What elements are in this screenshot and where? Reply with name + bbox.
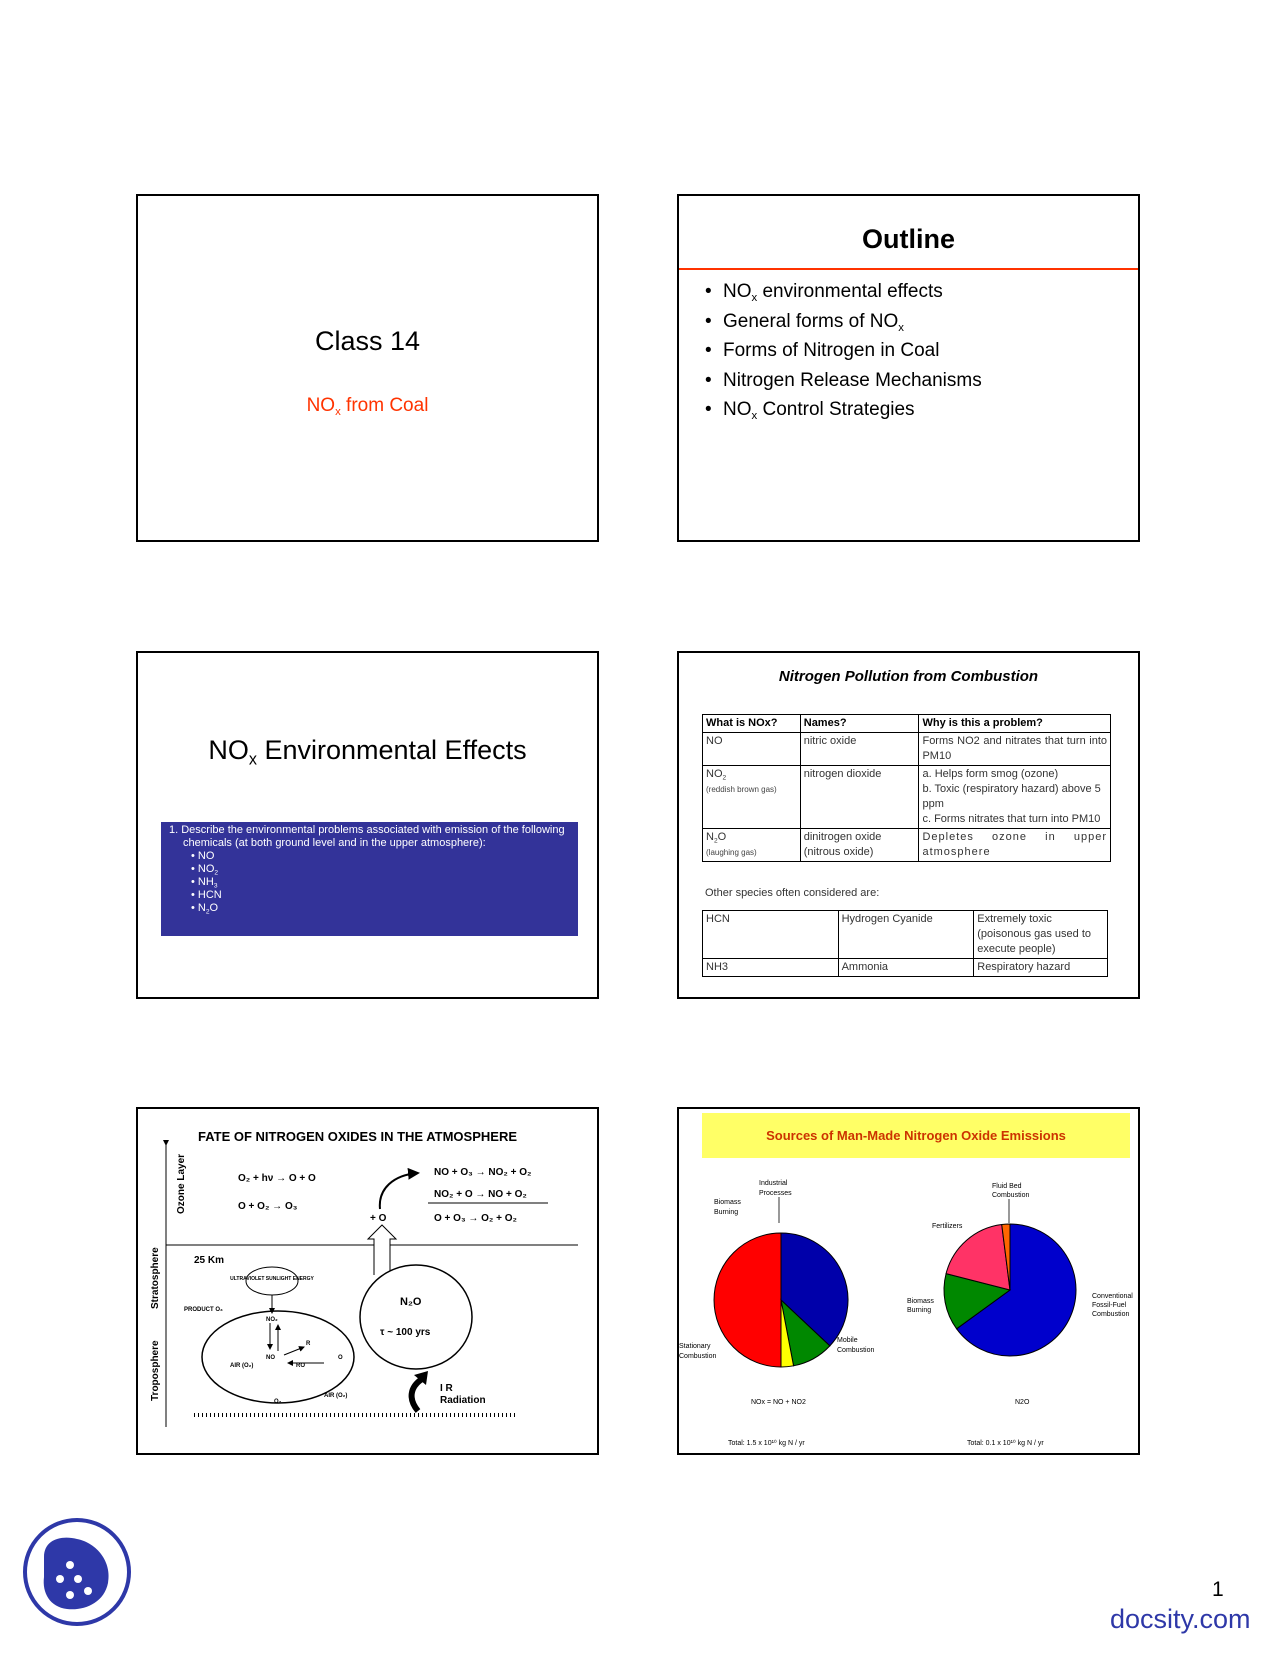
cycle-label: NO₂ bbox=[266, 1317, 278, 1323]
brand-link[interactable]: docsity.com bbox=[1110, 1604, 1251, 1634]
other-species-table bbox=[702, 910, 1108, 977]
slice-label: Fertilizers bbox=[932, 1223, 963, 1230]
slide-title bbox=[136, 194, 599, 542]
slice-label: Industrial bbox=[759, 1180, 788, 1187]
cycle-label: O₂ bbox=[274, 1399, 282, 1405]
slide-heading: $NO_x$ Environmental Effects bbox=[208, 735, 527, 769]
atmosphere-diagram bbox=[138, 1109, 597, 1453]
chemical-item: • $NO_2$ bbox=[191, 863, 570, 876]
radiation-label: Radiation bbox=[440, 1395, 486, 1406]
table-cell: Forms NO2 and nitrates that turn into PM10 bbox=[919, 733, 1111, 766]
reaction: NO₂ + O → NO + O₂ bbox=[434, 1189, 527, 1200]
outline-item: • $NO_x$ Control Strategies bbox=[705, 398, 982, 428]
header-cell: Why is this a problem? bbox=[919, 715, 1111, 733]
slice-label: Combustion bbox=[837, 1347, 875, 1354]
pie-chart-n2o bbox=[944, 1224, 1076, 1356]
sunlight-label: ULTRAVIOLET SUNLIGHT ENERGY bbox=[230, 1276, 314, 1282]
slice-label: Fossil-Fuel bbox=[1092, 1302, 1127, 1309]
table-cell: Depletes ozone in upper atmosphere bbox=[919, 829, 1111, 862]
pie-total: Total: 0.1 x 10¹⁰ kg N / yr bbox=[967, 1440, 1044, 1447]
banner-title: Sources of Man-Made Nitrogen Oxide Emissions bbox=[766, 1128, 1066, 1143]
slice-label: Combustion bbox=[679, 1353, 717, 1360]
slice-label: Mobile bbox=[837, 1337, 858, 1344]
reaction: O₂ + hν → O + O bbox=[238, 1173, 316, 1184]
slice-label: Burning bbox=[714, 1209, 739, 1216]
curved-arrow bbox=[380, 1173, 418, 1209]
n2o-bubble bbox=[360, 1265, 472, 1369]
cycle-arrow bbox=[284, 1347, 304, 1355]
slide-outline bbox=[677, 194, 1140, 542]
pie-slice bbox=[714, 1233, 781, 1367]
table-cell: dinitrogen oxide (nitrous oxide) bbox=[800, 829, 919, 862]
slide-heading: Nitrogen Pollution from Combustion bbox=[778, 668, 1039, 685]
chemical-item: • HCN bbox=[191, 889, 570, 902]
other-species-label: Other species often considered are: bbox=[705, 887, 880, 899]
outline-title: Outline bbox=[862, 224, 955, 254]
question-box bbox=[161, 822, 578, 936]
table-cell: Ammonia bbox=[838, 959, 974, 977]
table-header-row bbox=[703, 715, 1111, 733]
troposphere-label: Troposphere bbox=[150, 1340, 161, 1401]
pie-chart-nox bbox=[714, 1233, 848, 1367]
docsity-logo bbox=[22, 1517, 132, 1627]
pie-total: Total: 1.5 x 10¹⁰ kg N / yr bbox=[728, 1440, 805, 1447]
air-label: AIR (O₂) bbox=[324, 1393, 348, 1399]
slide-environmental-effects bbox=[136, 651, 599, 999]
slice-label: Fluid Bed bbox=[992, 1183, 1022, 1190]
slice-label: Conventional bbox=[1092, 1293, 1133, 1300]
outline-item: • Nitrogen Release Mechanisms bbox=[705, 369, 982, 399]
slide-nitrogen-pollution bbox=[677, 651, 1140, 999]
slide-subtitle: $NO_x$ from Coal bbox=[306, 395, 429, 418]
table-cell: nitric oxide bbox=[800, 733, 919, 766]
slice-label: Combustion bbox=[1092, 1311, 1130, 1318]
outline-item: • General forms of $NO_x$ bbox=[705, 310, 982, 340]
pie-caption: NOx = NO + NO2 bbox=[751, 1399, 806, 1406]
chemical-list bbox=[169, 850, 570, 915]
slice-label: Processes bbox=[759, 1190, 792, 1197]
slice-label: Biomass bbox=[714, 1199, 741, 1206]
table-cell: a. Helps form smog (ozone) b. Toxic (respiratory hazard) above 5 ppm c. Forms nitrates that turn into PM10 bbox=[919, 766, 1111, 829]
lifetime-label: τ ~ 100 yrs bbox=[380, 1327, 431, 1338]
ozone-layer-label: Ozone Layer bbox=[176, 1153, 187, 1214]
pie-caption: N2O bbox=[1015, 1399, 1030, 1406]
table-row bbox=[703, 829, 1111, 862]
slide-emission-sources bbox=[677, 1107, 1140, 1455]
reaction: NO + O₃ → NO₂ + O₂ bbox=[434, 1167, 532, 1178]
nox-table bbox=[702, 714, 1111, 862]
chemical-item: • $N_2O$ bbox=[191, 902, 570, 915]
diagram-title: FATE OF NITROGEN OXIDES IN THE ATMOSPHERE bbox=[198, 1129, 518, 1144]
table-cell: Extremely toxic (poisonous gas used to execute people) bbox=[974, 911, 1108, 959]
chemical-item: • NO bbox=[191, 850, 570, 863]
product-label: PRODUCT O₃ bbox=[184, 1307, 223, 1313]
table-row bbox=[703, 733, 1111, 766]
pie-charts bbox=[679, 1109, 1138, 1453]
table-cell: HCN bbox=[703, 911, 839, 959]
page-number: 1 bbox=[1212, 1578, 1224, 1601]
slice-label: Burning bbox=[907, 1307, 932, 1314]
n2o-label: N₂O bbox=[400, 1296, 422, 1308]
up-arrow bbox=[368, 1225, 396, 1275]
table-row bbox=[703, 911, 1108, 959]
reaction: O + O₃ → O₂ + O₂ bbox=[434, 1213, 517, 1224]
ir-label: I R bbox=[440, 1383, 453, 1394]
plus-o-label: + O bbox=[370, 1213, 387, 1224]
reaction: O + O₂ → O₃ bbox=[238, 1201, 298, 1212]
slice-label: Biomass bbox=[907, 1298, 934, 1305]
cycle-label: RO bbox=[296, 1363, 305, 1369]
table-cell: NH3 bbox=[703, 959, 839, 977]
table-cell: NO bbox=[703, 733, 801, 766]
cycle-label: R bbox=[306, 1341, 311, 1347]
outline-item: • $NO_x$ environmental effects bbox=[705, 280, 982, 310]
table-row bbox=[703, 959, 1108, 977]
slide-fate-diagram bbox=[136, 1107, 599, 1455]
table-cell: $NO_2$ (reddish brown gas) bbox=[703, 766, 801, 829]
header-cell: What is NOx? bbox=[703, 715, 801, 733]
header-cell: Names? bbox=[800, 715, 919, 733]
table-cell: nitrogen dioxide bbox=[800, 766, 919, 829]
question-text: 1. Describe the environmental problems associated with emission of the following chemicals (at both ground level and in the upper atmosphere): bbox=[169, 824, 565, 849]
ir-arrow bbox=[412, 1379, 422, 1411]
altitude-label: 25 Km bbox=[194, 1255, 225, 1266]
table-cell: $N_2O$ (laughing gas) bbox=[703, 829, 801, 862]
cycle-label: NO bbox=[266, 1355, 275, 1361]
table-row bbox=[703, 766, 1111, 829]
slice-label: Stationary bbox=[679, 1343, 711, 1350]
table-cell: Respiratory hazard bbox=[974, 959, 1108, 977]
chemical-item: • $NH_3$ bbox=[191, 876, 570, 889]
tropospheric-cycle bbox=[202, 1311, 354, 1403]
air-label: AIR (O₂) bbox=[230, 1363, 254, 1369]
cycle-label: O bbox=[338, 1355, 343, 1361]
table-cell: Hydrogen Cyanide bbox=[838, 911, 974, 959]
slice-label: Combustion bbox=[992, 1192, 1030, 1199]
slide-title-text: Class 14 bbox=[314, 326, 421, 356]
stratosphere-label: Stratosphere bbox=[150, 1247, 161, 1309]
outline-item: • Forms of Nitrogen in Coal bbox=[705, 339, 982, 369]
title-divider bbox=[679, 268, 1138, 270]
outline-list bbox=[705, 280, 982, 428]
